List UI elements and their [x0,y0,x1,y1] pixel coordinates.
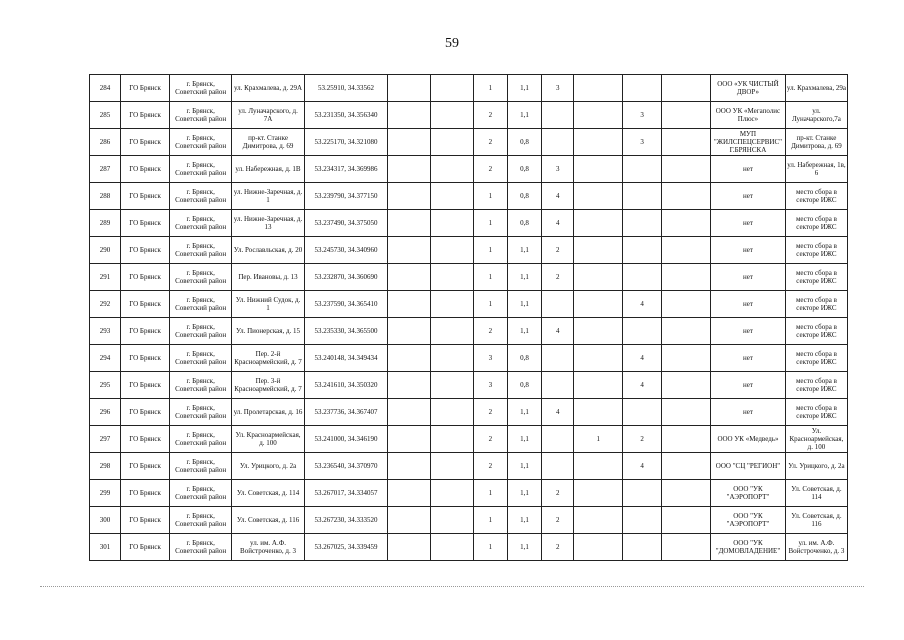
container-count-cell: 2 [473,426,507,453]
coordinates-cell: 53.225170, 34.321080 [304,129,387,156]
district-cell: г. Брянск, Советский район [170,372,232,399]
count-col-c-cell: 4 [623,372,661,399]
count-col-b-cell [574,507,623,534]
count-col-d-cell [661,507,710,534]
municipality-cell: ГО Брянск [121,534,170,561]
container-count-cell: 1 [473,264,507,291]
count-col-d-cell [661,318,710,345]
source-location-cell: место сбора в секторе ИЖС [785,399,847,426]
surface-cell [388,399,431,426]
count-col-c-cell [623,534,661,561]
address-cell: ул. им. А.Ф. Войстроченко, д. 3 [232,534,305,561]
district-cell: г. Брянск, Советский район [170,264,232,291]
table-row [90,399,848,426]
coordinates-cell: 53.267025, 34.339459 [304,534,387,561]
operator-cell: ООО "УК "АЭРОПОРТ" [711,480,786,507]
municipality-cell: ГО Брянск [121,399,170,426]
count-col-d-cell [661,237,710,264]
container-volume-cell: 1,1 [507,399,541,426]
source-location-cell: пр-кт. Станке Димитрова, д. 69 [785,129,847,156]
source-location-cell: Ул. Советская, д. 114 [785,480,847,507]
coordinates-cell: 53.245730, 34.340960 [304,237,387,264]
area-cell [431,453,474,480]
count-col-d-cell [661,183,710,210]
municipality-cell: ГО Брянск [121,237,170,264]
source-location-cell: место сбора в секторе ИЖС [785,183,847,210]
container-count-cell: 1 [473,183,507,210]
count-col-a-cell [542,345,574,372]
surface-cell [388,507,431,534]
count-col-d-cell [661,372,710,399]
table-row [90,102,848,129]
municipality-cell: ГО Брянск [121,345,170,372]
count-col-d-cell [661,102,710,129]
municipality-cell: ГО Брянск [121,372,170,399]
district-cell: г. Брянск, Советский район [170,399,232,426]
area-cell [431,507,474,534]
municipality-cell: ГО Брянск [121,480,170,507]
surface-cell [388,75,431,102]
container-volume-cell: 1,1 [507,237,541,264]
surface-cell [388,291,431,318]
surface-cell [388,102,431,129]
count-col-c-cell: 4 [623,453,661,480]
count-col-a-cell: 3 [542,75,574,102]
table-row [90,183,848,210]
scan-artifact-line [40,586,864,589]
operator-cell: нет [711,372,786,399]
row-number-cell: 296 [90,399,121,426]
area-cell [431,291,474,318]
table-row [90,453,848,480]
district-cell: г. Брянск, Советский район [170,210,232,237]
area-cell [431,237,474,264]
district-cell: г. Брянск, Советский район [170,156,232,183]
row-number-cell: 284 [90,75,121,102]
table-row [90,210,848,237]
count-col-d-cell [661,426,710,453]
district-cell: г. Брянск, Советский район [170,480,232,507]
count-col-c-cell [623,237,661,264]
count-col-b-cell [574,75,623,102]
operator-cell: ООО "УК "АЭРОПОРТ" [711,507,786,534]
container-volume-cell: 1,1 [507,534,541,561]
surface-cell [388,345,431,372]
coordinates-cell: 53.240148, 34.349434 [304,345,387,372]
table-row [90,534,848,561]
coordinates-cell: 53.236540, 34.370970 [304,453,387,480]
source-location-cell: место сбора в секторе ИЖС [785,318,847,345]
count-col-a-cell [542,129,574,156]
row-number-cell: 285 [90,102,121,129]
operator-cell: нет [711,264,786,291]
container-count-cell: 2 [473,156,507,183]
municipality-cell: ГО Брянск [121,75,170,102]
district-cell: г. Брянск, Советский район [170,129,232,156]
surface-cell [388,264,431,291]
container-count-cell: 1 [473,75,507,102]
row-number-cell: 295 [90,372,121,399]
surface-cell [388,237,431,264]
surface-cell [388,183,431,210]
surface-cell [388,210,431,237]
operator-cell: нет [711,237,786,264]
count-col-d-cell [661,210,710,237]
coordinates-cell: 53.235330, 34.365500 [304,318,387,345]
count-col-c-cell [623,264,661,291]
row-number-cell: 289 [90,210,121,237]
container-count-cell: 1 [473,534,507,561]
count-col-b-cell [574,453,623,480]
row-number-cell: 287 [90,156,121,183]
count-col-a-cell: 3 [542,156,574,183]
operator-cell: ООО "СЦ "РЕГИОН" [711,453,786,480]
container-count-cell: 2 [473,453,507,480]
coordinates-cell: 53.241610, 34.350320 [304,372,387,399]
district-cell: г. Брянск, Советский район [170,183,232,210]
row-number-cell: 286 [90,129,121,156]
surface-cell [388,372,431,399]
count-col-a-cell: 2 [542,237,574,264]
count-col-c-cell: 4 [623,345,661,372]
container-volume-cell: 1,1 [507,318,541,345]
municipality-cell: ГО Брянск [121,156,170,183]
count-col-a-cell: 2 [542,480,574,507]
count-col-c-cell: 4 [623,291,661,318]
municipality-cell: ГО Брянск [121,210,170,237]
count-col-b-cell [574,534,623,561]
count-col-c-cell [623,210,661,237]
count-col-c-cell [623,75,661,102]
table-row [90,291,848,318]
table-row [90,480,848,507]
address-cell: Ул. Нижний Судок, д. 1 [232,291,305,318]
district-cell: г. Брянск, Советский район [170,237,232,264]
count-col-a-cell [542,453,574,480]
operator-cell: ООО УК «Медведь» [711,426,786,453]
district-cell: г. Брянск, Советский район [170,318,232,345]
count-col-d-cell [661,399,710,426]
count-col-d-cell [661,156,710,183]
count-col-a-cell: 2 [542,507,574,534]
municipality-cell: ГО Брянск [121,507,170,534]
coordinates-cell: 53.237736, 34.367407 [304,399,387,426]
address-cell: Ул. Пионерская, д. 15 [232,318,305,345]
table-row [90,426,848,453]
count-col-a-cell [542,102,574,129]
count-col-d-cell [661,291,710,318]
container-count-cell: 1 [473,291,507,318]
operator-cell: ООО "УК "ДОМОВЛАДЕНИЕ" [711,534,786,561]
table-row [90,75,848,102]
area-cell [431,210,474,237]
district-cell: г. Брянск, Советский район [170,426,232,453]
table-row [90,318,848,345]
count-col-b-cell: 1 [574,426,623,453]
container-volume-cell: 0,8 [507,372,541,399]
operator-cell: МУП "ЖИЛСПЕЦСЕРВИС" Г.БРЯНСКА [711,129,786,156]
coordinates-cell: 53.239790, 34.377150 [304,183,387,210]
count-col-c-cell [623,156,661,183]
coordinates-cell: 53.232870, 34.360690 [304,264,387,291]
operator-cell: нет [711,156,786,183]
count-col-b-cell [574,345,623,372]
count-col-d-cell [661,75,710,102]
district-cell: г. Брянск, Советский район [170,534,232,561]
municipality-cell: ГО Брянск [121,291,170,318]
container-volume-cell: 0,8 [507,156,541,183]
row-number-cell: 292 [90,291,121,318]
row-number-cell: 288 [90,183,121,210]
container-volume-cell: 1,1 [507,291,541,318]
table-row [90,345,848,372]
municipality-cell: ГО Брянск [121,426,170,453]
count-col-c-cell [623,318,661,345]
count-col-a-cell [542,426,574,453]
count-col-d-cell [661,480,710,507]
count-col-c-cell [623,183,661,210]
container-count-cell: 3 [473,372,507,399]
count-col-a-cell: 2 [542,264,574,291]
district-cell: г. Брянск, Советский район [170,102,232,129]
coordinates-cell: 53.25910, 34.33562 [304,75,387,102]
address-cell: ул. Луначарского, д. 7А [232,102,305,129]
source-location-cell: ул. им. А.Ф. Войстроченко, д. 3 [785,534,847,561]
address-cell: Ул. Красноармейская, д. 100 [232,426,305,453]
count-col-c-cell: 2 [623,426,661,453]
source-location-cell: ул. Крахмалева, 29а [785,75,847,102]
count-col-b-cell [574,102,623,129]
count-col-d-cell [661,129,710,156]
row-number-cell: 298 [90,453,121,480]
count-col-c-cell [623,399,661,426]
container-volume-cell: 1,1 [507,507,541,534]
surface-cell [388,156,431,183]
district-cell: г. Брянск, Советский район [170,75,232,102]
operator-cell: нет [711,183,786,210]
count-col-d-cell [661,453,710,480]
count-col-b-cell [574,372,623,399]
container-count-cell: 1 [473,210,507,237]
row-number-cell: 294 [90,345,121,372]
area-cell [431,426,474,453]
registry-table [89,74,848,561]
address-cell: ул. Крахмалева, д. 29А [232,75,305,102]
district-cell: г. Брянск, Советский район [170,507,232,534]
count-col-b-cell [574,480,623,507]
count-col-b-cell [574,156,623,183]
count-col-a-cell [542,372,574,399]
count-col-c-cell: 3 [623,129,661,156]
address-cell: ул. Нижне-Заречная, д. 13 [232,210,305,237]
container-count-cell: 1 [473,237,507,264]
surface-cell [388,534,431,561]
operator-cell: ООО УК «Мегаполис Плюс» [711,102,786,129]
count-col-a-cell: 2 [542,534,574,561]
coordinates-cell: 53.234317, 34.369986 [304,156,387,183]
surface-cell [388,318,431,345]
area-cell [431,183,474,210]
count-col-c-cell [623,507,661,534]
container-count-cell: 2 [473,399,507,426]
container-count-cell: 2 [473,102,507,129]
address-cell: ул. Набережная, д. 1В [232,156,305,183]
container-count-cell: 1 [473,480,507,507]
count-col-d-cell [661,534,710,561]
operator-cell: нет [711,291,786,318]
municipality-cell: ГО Брянск [121,264,170,291]
source-location-cell: Ул. Красноармейская, д. 100 [785,426,847,453]
source-location-cell: Ул. Урицкого, д. 2а [785,453,847,480]
table-row [90,372,848,399]
count-col-b-cell [574,210,623,237]
source-location-cell: Ул. Советская, д. 116 [785,507,847,534]
source-location-cell: место сбора в секторе ИЖС [785,264,847,291]
container-volume-cell: 1,1 [507,426,541,453]
container-volume-cell: 0,8 [507,183,541,210]
surface-cell [388,129,431,156]
count-col-b-cell [574,129,623,156]
address-cell: Ул. Советская, д. 116 [232,507,305,534]
area-cell [431,480,474,507]
address-cell: Ул. Советская, д. 114 [232,480,305,507]
area-cell [431,318,474,345]
address-cell: Пер. 3-й Красноармейский, д. 7 [232,372,305,399]
container-volume-cell: 0,8 [507,345,541,372]
area-cell [431,399,474,426]
container-volume-cell: 1,1 [507,480,541,507]
container-count-cell: 2 [473,318,507,345]
address-cell: Ул. Рославльская, д. 20 [232,237,305,264]
count-col-a-cell: 4 [542,318,574,345]
district-cell: г. Брянск, Советский район [170,345,232,372]
table-row [90,129,848,156]
surface-cell [388,480,431,507]
source-location-cell: место сбора в секторе ИЖС [785,345,847,372]
operator-cell: ООО «УК ЧИСТЫЙ ДВОР» [711,75,786,102]
source-location-cell: ул. Луначарского,7а [785,102,847,129]
address-cell: ул. Пролетарская, д. 16 [232,399,305,426]
source-location-cell: место сбора в секторе ИЖС [785,237,847,264]
count-col-a-cell: 4 [542,399,574,426]
count-col-b-cell [574,399,623,426]
address-cell: ул. Нижне-Заречная, д. 1 [232,183,305,210]
container-volume-cell: 1,1 [507,102,541,129]
container-count-cell: 3 [473,345,507,372]
address-cell: Пер. 2-й Красноармейский, д. 7 [232,345,305,372]
row-number-cell: 293 [90,318,121,345]
coordinates-cell: 53.237590, 34.365410 [304,291,387,318]
container-count-cell: 1 [473,507,507,534]
address-cell: Пер. Ивановы, д. 13 [232,264,305,291]
row-number-cell: 290 [90,237,121,264]
source-location-cell: место сбора в секторе ИЖС [785,210,847,237]
table-row [90,507,848,534]
surface-cell [388,453,431,480]
surface-cell [388,426,431,453]
count-col-a-cell [542,291,574,318]
operator-cell: нет [711,399,786,426]
municipality-cell: ГО Брянск [121,453,170,480]
source-location-cell: место сбора в секторе ИЖС [785,291,847,318]
page-number: 59 [445,36,459,51]
municipality-cell: ГО Брянск [121,102,170,129]
district-cell: г. Брянск, Советский район [170,453,232,480]
container-volume-cell: 1,1 [507,75,541,102]
table-row [90,156,848,183]
count-col-b-cell [574,264,623,291]
container-volume-cell: 1,1 [507,453,541,480]
operator-cell: нет [711,318,786,345]
container-volume-cell: 1,1 [507,264,541,291]
count-col-b-cell [574,318,623,345]
municipality-cell: ГО Брянск [121,183,170,210]
coordinates-cell: 53.267017, 34.334057 [304,480,387,507]
area-cell [431,102,474,129]
address-cell: Ул. Урицкого, д. 2а [232,453,305,480]
address-cell: пр-кт. Станке Димитрова, д. 69 [232,129,305,156]
count-col-c-cell: 3 [623,102,661,129]
coordinates-cell: 53.267230, 34.333520 [304,507,387,534]
district-cell: г. Брянск, Советский район [170,291,232,318]
operator-cell: нет [711,345,786,372]
row-number-cell: 299 [90,480,121,507]
table-row [90,237,848,264]
coordinates-cell: 53.241000, 34.346190 [304,426,387,453]
area-cell [431,156,474,183]
count-col-b-cell [574,183,623,210]
area-cell [431,345,474,372]
count-col-d-cell [661,345,710,372]
coordinates-cell: 53.231350, 34.356340 [304,102,387,129]
table-row [90,264,848,291]
area-cell [431,534,474,561]
container-volume-cell: 0,8 [507,210,541,237]
container-count-cell: 2 [473,129,507,156]
municipality-cell: ГО Брянск [121,129,170,156]
area-cell [431,372,474,399]
count-col-a-cell: 4 [542,210,574,237]
container-volume-cell: 0,8 [507,129,541,156]
count-col-d-cell [661,264,710,291]
count-col-a-cell: 4 [542,183,574,210]
count-col-b-cell [574,237,623,264]
area-cell [431,264,474,291]
row-number-cell: 291 [90,264,121,291]
row-number-cell: 301 [90,534,121,561]
row-number-cell: 297 [90,426,121,453]
count-col-c-cell [623,480,661,507]
source-location-cell: место сбора в секторе ИЖС [785,372,847,399]
source-location-cell: ул. Набережная, 1в, 6 [785,156,847,183]
area-cell [431,129,474,156]
area-cell [431,75,474,102]
operator-cell: нет [711,210,786,237]
count-col-b-cell [574,291,623,318]
row-number-cell: 300 [90,507,121,534]
coordinates-cell: 53.237490, 34.375050 [304,210,387,237]
municipality-cell: ГО Брянск [121,318,170,345]
